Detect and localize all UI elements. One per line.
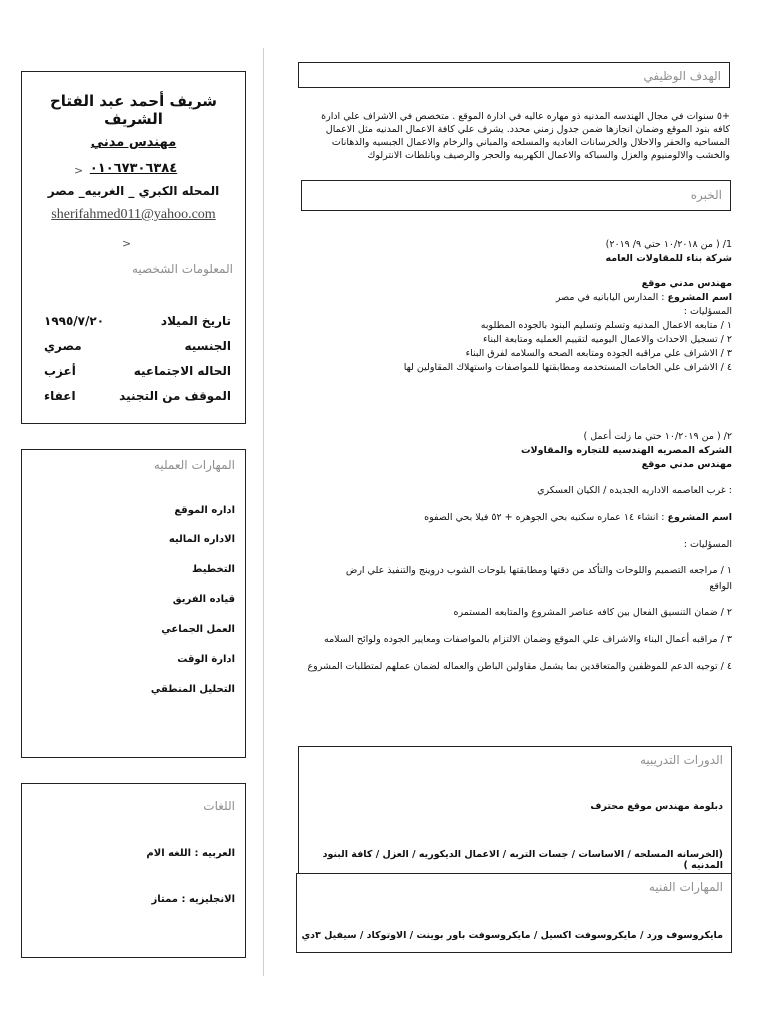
job1-company: شركة بناء للمقاولات العامه xyxy=(605,253,732,264)
job2-period: ٢/ ( من ١٠/٢٠١٩ حتي ما زلت أعمل ) xyxy=(583,431,732,442)
skill-item: ادارة الوقت xyxy=(177,654,235,665)
job1-position: مهندس مدني موقع xyxy=(641,278,732,289)
info-value: أعزب xyxy=(44,364,76,378)
info-label: تاريخ الميلاد xyxy=(160,314,231,328)
info-row-marital xyxy=(22,364,245,382)
language-item: الانجليزيه : ممتاز xyxy=(151,894,235,905)
info-label: الجنسيه xyxy=(184,339,231,353)
email-link[interactable]: sherifahmed011@yahoo.com xyxy=(51,207,216,222)
job1-project xyxy=(298,291,732,305)
skill-item: قياده الفريق xyxy=(172,594,235,605)
info-value: مصري xyxy=(44,339,82,353)
personal-info-heading: المعلومات الشخصيه xyxy=(132,262,233,276)
address: المحله الكبري _ الغربيه_ مصر xyxy=(47,184,220,198)
arrow-marker-2: > xyxy=(122,237,132,250)
job1-resp-label: المسؤليات : xyxy=(683,306,732,317)
info-row-nationality xyxy=(22,339,245,357)
languages-box xyxy=(21,783,246,958)
skill-item: اداره الموقع xyxy=(174,505,235,516)
courses-box xyxy=(298,746,732,874)
job2-resp-item: ١ / مراجعه التصميم واللوحات والتأكد من دقتها ومطابقتها بلوحات الشوب دروينج والتنفيذ علي ارض xyxy=(345,565,732,576)
course-details: (الخرسانه المسلحه / الاساسات / جسات التربه / الاعمال الديكوريه / العزل / كافة البنود المدنيه ) xyxy=(322,849,723,871)
objective-line: +٥ سنوات في مجال الهندسه المدنيه ذو مهاره عاليه في ادارة الموقع . متخصص في الاشراف علي ادارة xyxy=(321,111,730,122)
job2-resp-item: ٤ / توجيه الدعم للموظفين والمتعاقدين بما يشمل مقاولين الباطن والعماله لضمان عملهم لمتطلبات المشروع xyxy=(307,661,732,672)
practical-skills-heading: المهارات العمليه xyxy=(153,458,235,472)
project-label: اسم المشروع xyxy=(667,512,732,523)
technical-skills-heading: المهارات الفنيه xyxy=(648,880,723,894)
project-label: اسم المشروع xyxy=(667,292,732,303)
info-label: الموقف من التجنيد xyxy=(119,389,231,403)
job-title: مهندس مدني xyxy=(90,135,177,150)
language-item: العربيه : اللغه الام xyxy=(146,848,235,859)
job2-resp-item: ٢ / ضمان التنسيق الفعال بين كافه عناصر المشروع والمتابعه المستمره xyxy=(453,607,732,618)
profile-box xyxy=(21,71,246,424)
job1-resp-item: ١ / متابعه الاعمال المدنيه وتسلم وتسليم البنود بالجوده المطلوبه xyxy=(480,320,732,331)
job1-period: 1/ ( من ١٠/٢٠١٨ حتي ٩/ ٢٠١٩) xyxy=(605,239,732,250)
job2-position: مهندس مدني موقع xyxy=(641,459,732,470)
phone-number[interactable]: ٠١٠٦٧٣٠٦٣٨٤ xyxy=(89,161,178,176)
objective-header-box xyxy=(298,62,730,88)
skill-item: التخطيط xyxy=(191,564,235,575)
column-divider xyxy=(263,48,264,976)
objective-line: كافه بنود الموقع وضمان انجازها ضمن جدول زمني محدد. يشرف علي كافة الاعمال المدنيه مثل الاعمال xyxy=(325,124,730,135)
project-value: : انشاء ١٤ عماره سكنيه بحي الجوهره + ٥٢ فيلا بحي الصفوه xyxy=(424,512,668,523)
info-row-birthdate xyxy=(22,314,245,332)
job-1 xyxy=(298,238,732,375)
skill-item: الاداره الماليه xyxy=(168,534,235,545)
project-value: : المدارس اليابانيه في مصر xyxy=(555,292,668,303)
job1-resp-item: ٤ / الاشراف علي الخامات المستخدمه ومطابقتها للمواصفات واستهلاك المقاولين لها xyxy=(403,362,732,373)
job1-resp-item: ٢ / تسجيل الاحداث والاعمال اليوميه لتقييم العمليه ومتابعة البناء xyxy=(483,334,732,345)
courses-heading: الدورات التدريبيه xyxy=(639,753,723,767)
info-value: ١٩٩٥/٧/٢٠ xyxy=(44,314,105,328)
job2-resp-item: ٣ / مراقبه أعمال البناء والاشراف علي الموقع وضمان الالتزام بالمواصفات ومعايير الجوده ولوائح السلامه xyxy=(323,634,732,645)
skill-item: التحليل المنطقي xyxy=(150,684,235,695)
objective-line: المساحيه والحفر والاحلال والخرسانات العاديه والمسلحه والمباني والرخام والاعمال الجبسيه والدهانات xyxy=(331,137,730,148)
skill-item: العمل الجماعي xyxy=(161,624,235,635)
objective-text xyxy=(298,110,730,162)
technical-skills-box xyxy=(296,873,732,953)
experience-heading: الخبره xyxy=(690,188,722,202)
job-2 xyxy=(298,430,732,674)
job2-resp-item: الواقع xyxy=(709,581,732,592)
info-row-military xyxy=(22,389,245,407)
job2-project xyxy=(298,511,732,525)
info-value: اعفاء xyxy=(44,389,76,403)
job2-location: : غرب العاصمه الاداريه الجديده / الكيان العسكري xyxy=(537,485,732,496)
technical-skills-list: مايكروسوف ورد / مايكروسوفت اكسيل / مايكروسوفت باور بوينت / الاوتوكاد / سيفيل ٣دي xyxy=(301,930,723,941)
job2-resp-label: المسؤليات : xyxy=(683,539,732,550)
course-title: دبلومة مهندس موقع محترف xyxy=(590,801,723,812)
job2-company: الشركه المصريه الهندسيه للتجاره والمقاولات xyxy=(521,445,732,456)
objective-line: والخشب والالومنيوم والعزل والسباكه والاعمال الكهربيه والحجر والرصيف وبانلطات الانترلوك xyxy=(367,150,730,161)
practical-skills-box xyxy=(21,449,246,758)
experience-header-box xyxy=(301,180,731,211)
full-name: شريف أحمد عبد الفتاح الشريف xyxy=(49,92,218,128)
job1-resp-item: ٣ / الاشراف علي مراقبه الجوده ومتابعه الصحه والسلامه لفرق البناء xyxy=(465,348,732,359)
info-label: الحاله الاجتماعيه xyxy=(133,364,231,378)
objective-heading: الهدف الوظيفي xyxy=(643,69,721,83)
arrow-marker: > xyxy=(74,164,84,177)
languages-heading: اللغات xyxy=(203,799,235,813)
